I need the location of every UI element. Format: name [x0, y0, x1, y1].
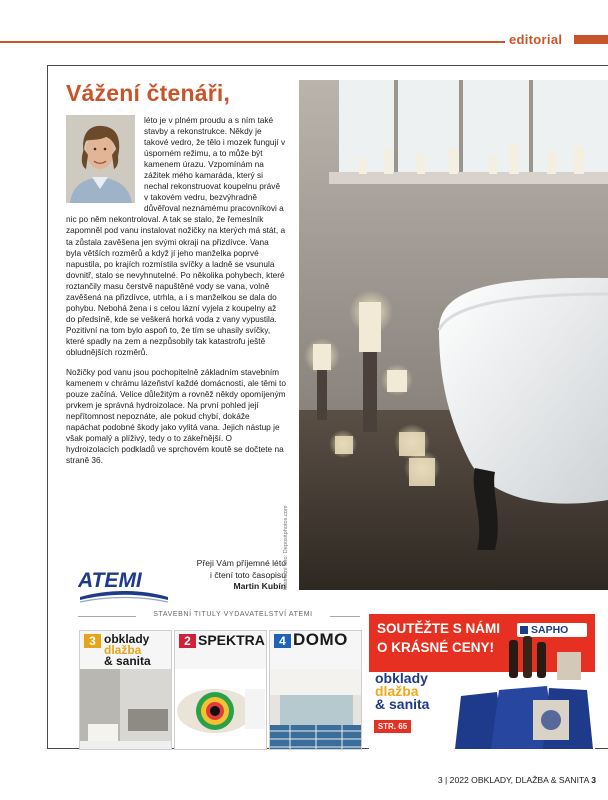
atemi-logo-text: ATEMI	[78, 569, 142, 592]
ad-magazine-logo: obklady dlažba & sanita	[375, 670, 430, 712]
magazine-cover-obklady[interactable]	[79, 630, 172, 750]
cover-image	[175, 669, 267, 750]
issue-number: 4	[274, 634, 291, 648]
magazine-title: SPEKTRA	[198, 632, 265, 648]
cover-image	[270, 669, 362, 750]
magazine-title: DOMO	[293, 630, 348, 649]
magazine-cover-spektra[interactable]	[174, 630, 267, 750]
magazine-title: obklady dlažba & sanita	[104, 632, 151, 668]
section-label: editorial	[509, 32, 563, 47]
author-name: Martin Kubín	[233, 581, 286, 591]
closing-line: Přeji Vám příjemné léto	[196, 558, 286, 568]
photo-credit: Ilustrační foto: Depositphotos.com	[283, 505, 289, 590]
prizes-image	[447, 630, 595, 749]
issue-number: 3	[84, 634, 101, 648]
strip-rule	[78, 616, 136, 617]
strip-rule	[330, 616, 360, 617]
editorial-body	[66, 115, 286, 466]
contest-ad[interactable]	[369, 614, 595, 749]
sapho-logo: SAPHO	[517, 623, 587, 637]
page-footer	[438, 775, 596, 785]
header-tab-marker	[574, 35, 608, 44]
editorial-paragraph: Nožičky pod vanu jsou pochopitelně základním stavebním kamenem v chrámu lázeňství každé domácnosti, ale těmi to pouze začíná. Velice důležitým a rovněž někdy opomíjeným prvkem je správná hydroizolace. Na první pohled její nepřítomnost nepoznáte, ale pokud chybí, dokáže napáchat podobné škody jako vylitá vana. Jejich nástup je však pomalý a plíživý, tedy o to zákeřnější. O hydroizolacích podkladů ve sprchovém koutě se dočtete na straně 36.	[66, 367, 286, 466]
issue-number: 2	[179, 634, 196, 648]
page-number: 3	[591, 775, 596, 785]
ad-headline: O KRÁSNÉ CENY!	[377, 640, 495, 655]
signature-block	[197, 558, 286, 593]
ad-headline: SOUTĚŽTE S NÁMI	[377, 621, 501, 636]
atemi-logo	[78, 567, 170, 607]
closing-line: i čtení toto časopisu	[210, 569, 286, 580]
header-rule	[0, 41, 505, 43]
titles-label: STAVEBNÍ TITULY VYDAVATELSTVÍ ATEMI	[153, 611, 313, 618]
bathtub-photo	[299, 80, 608, 590]
magazine-cover-domo[interactable]	[269, 630, 362, 750]
issue-info: 3 | 2022 OBKLADY, DLAŽBA & SANITA	[437, 775, 589, 785]
cover-image	[80, 669, 172, 750]
editorial-paragraph: léto je v plném proudu a s ním také stavby a rekonstrukce. Někdy je takové vedro, že tělo i mozek fungují v úsporném režimu, a to může být kamenem úrazu. Vzpomínám na zážitek mého kamaráda, který si nechal rekonstruovat koupelnu právě v takovém vedru, bezvýhradně důvěřoval neznámému pracovníkovi a nic po něm nekontroloval. A tak se stalo, že řemeslník zapomněl pod vanu instalovat nožičky na kterých má stát, a ta zůstala zavěšena jen svými okraji na přizdívce. Vana byla větších rozměrů a když jí jeho manželka poprvé napustila, po krajích rozmístila svíčky a ladně se vsunula dovnitř, stalo se nevyhnutelné. Po několika pohybech, které roztančily masu čerstvě napuštěné vody se vana, volně zavěšená na přizdívce, utrhla, a i s manželkou se dala do pohybu. Nebohá žena i s celou lázní vyjela z koupelny až do předsíně, kde se veškerá horká voda z vany vypustila. Pozitivní na tom bylo aspoň to, že tím se uhasily svíčky, které spadly na zem a nezpůsobily tak katastrofu ještě obludnějších rozměrů.	[66, 115, 286, 357]
editorial-title: Vážení čtenáři,	[66, 80, 231, 106]
page-reference: STR. 65	[374, 720, 411, 733]
